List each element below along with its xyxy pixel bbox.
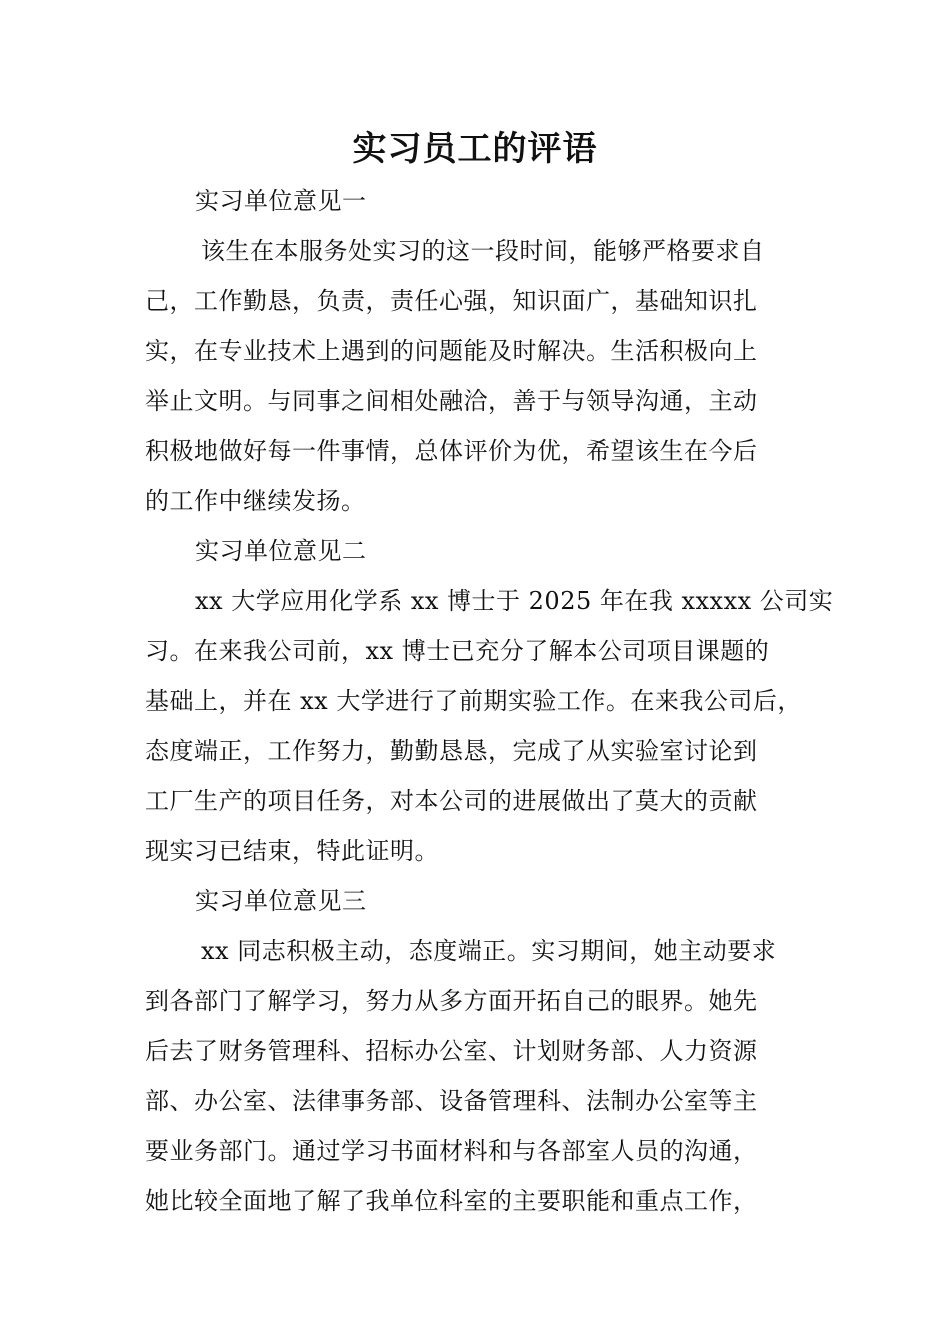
paragraph-line: 要业务部门。通过学习书面材料和与各部室人员的沟通，	[145, 1137, 758, 1165]
paragraph-line: 态度端正，工作努力，勤勤恳恳，完成了从实验室讨论到	[145, 737, 758, 765]
paragraph-line: 她比较全面地了解了我单位科室的主要职能和重点工作，	[145, 1187, 758, 1215]
paragraph-line: 己，工作勤恳，负责，责任心强，知识面广，基础知识扎	[145, 287, 758, 315]
section-heading-1: 实习单位意见一	[195, 187, 367, 215]
document-title: 实习员工的评语	[352, 129, 598, 169]
paragraph-line: 现实习已结束，特此证明。	[145, 837, 439, 865]
section-heading-2: 实习单位意见二	[195, 537, 367, 565]
paragraph-line: 部、办公室、法律事务部、设备管理科、法制办公室等主	[145, 1087, 758, 1115]
paragraph-line: 该生在本服务处实习的这一段时间，能够严格要求自	[201, 237, 765, 265]
document-body	[145, 176, 834, 1226]
paragraph-line: 积极地做好每一件事情，总体评价为优，希望该生在今后	[145, 437, 758, 465]
paragraph-line: 基础上，并在 xx 大学进行了前期实验工作。在来我公司后，	[145, 687, 802, 715]
paragraph-line: 后去了财务管理科、招标办公室、计划财务部、人力资源	[145, 1037, 758, 1065]
paragraph-line: 工厂生产的项目任务，对本公司的进展做出了莫大的贡献	[145, 787, 758, 815]
paragraph-line: xx 同志积极主动，态度端正。实习期间，她主动要求	[201, 937, 777, 965]
section-heading-3: 实习单位意见三	[195, 887, 367, 915]
paragraph-line: 举止文明。与同事之间相处融洽，善于与领导沟通，主动	[145, 387, 758, 415]
paragraph-line: 实，在专业技术上遇到的问题能及时解决。生活积极向上	[145, 337, 758, 365]
paragraph-line: 的工作中继续发扬。	[145, 487, 366, 515]
paragraph-line: xx 大学应用化学系 xx 博士于 2025 年在我 xxxxx 公司实	[195, 587, 834, 615]
paragraph-line: 到各部门了解学习，努力从多方面开拓自己的眼界。她先	[145, 987, 758, 1015]
paragraph-line: 习。在来我公司前，xx 博士已充分了解本公司项目课题的	[145, 637, 770, 665]
